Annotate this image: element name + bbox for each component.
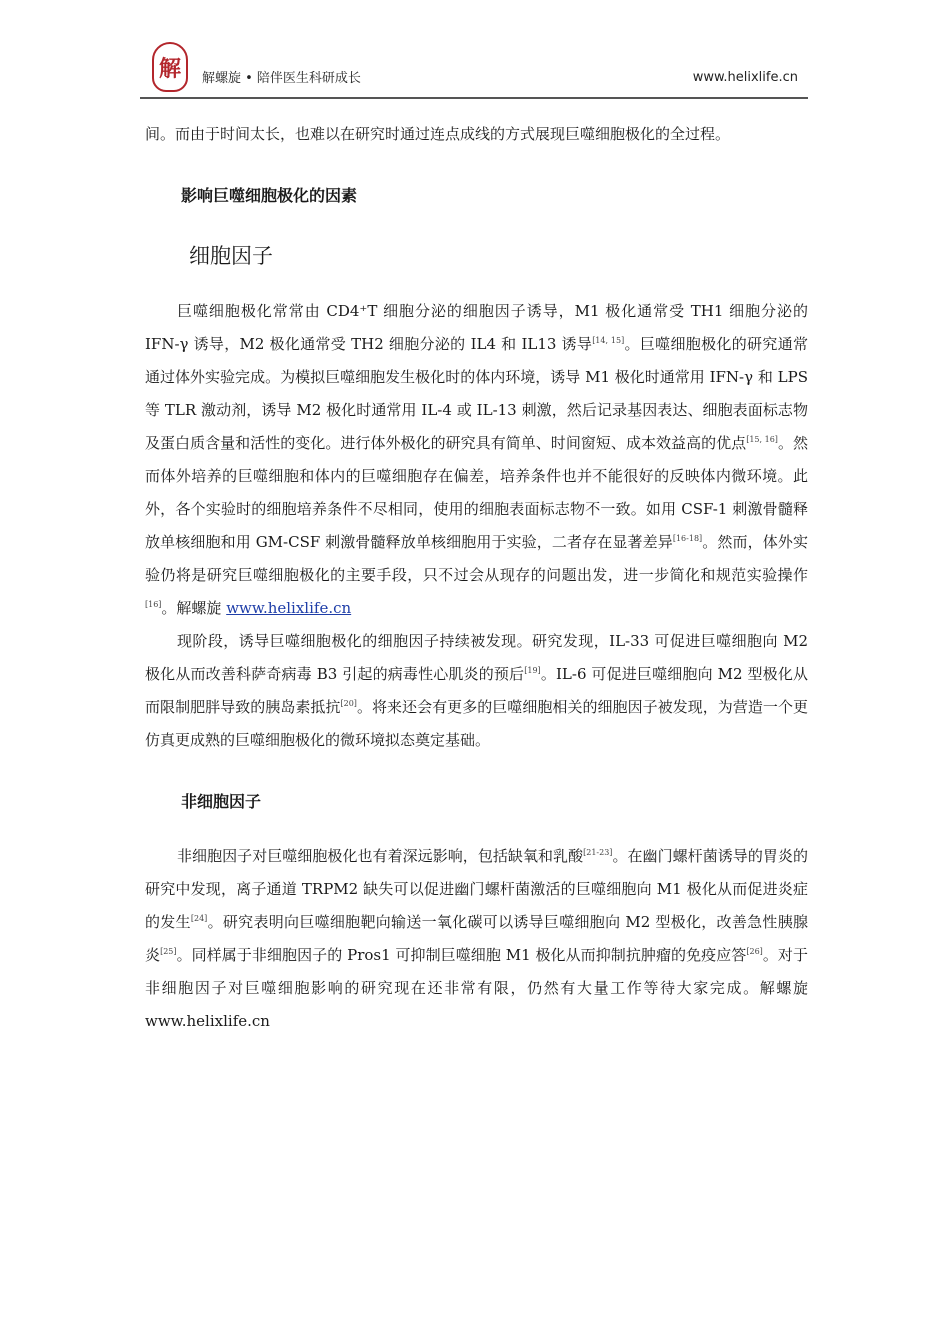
text-run: 。然而，体外实验仍将是研究巨噬细胞极化的主要手段，只不过会从现存的问题出发，进一步简化和规范实验操作 bbox=[145, 533, 808, 584]
text-run: 。在幽门螺杆菌诱导的胃炎的研究中发现，离子通道 TRPM2 缺失可以促进幽门螺杆菌激活的巨噬细胞向 M1 极化从而促进炎症的发生 bbox=[145, 847, 808, 931]
heading-non-cytokines: 非细胞因子 bbox=[181, 792, 262, 811]
text-run: 非细胞因子对巨噬细胞极化也有着深远影响，包括缺氧和乳酸 bbox=[177, 847, 584, 865]
header-divider bbox=[140, 97, 808, 99]
helixlife-logo bbox=[152, 42, 188, 92]
paragraph-cytokines-2 bbox=[145, 625, 808, 757]
text-run: 。然而体外培养的巨噬细胞和体内的巨噬细胞存在偏差，培养条件也并不能很好的反映体内微环境。此外，各个实验时的细胞培养条件不尽相同，使用的细胞表面标志物不一致。如用 CSF-1 刺激骨髓释放单核细胞和用 GM-CSF 刺激骨髓释放单核细胞用于实验，二者存在显著差异 bbox=[145, 434, 808, 551]
text-run: 巨噬细胞极化常常由 CD4⁺T 细胞分泌的细胞因子诱导，M1 极化通常受 TH1 细胞分泌的 IFN-γ 诱导，M2 极化通常受 TH2 细胞分泌的 IL4 和 IL13 诱导 bbox=[145, 302, 808, 353]
text-run: 现阶段，诱导巨噬细胞极化的细胞因子持续被发现。研究发现，IL-33 可促进巨噬细胞向 M2 极化从而改善科萨奇病毒 B3 引起的病毒性心肌炎的预后 bbox=[145, 632, 808, 683]
heading-influencing-factors: 影响巨噬细胞极化的因素 bbox=[181, 186, 358, 205]
page-header bbox=[140, 40, 808, 100]
citation: [16-18] bbox=[672, 534, 703, 543]
citation: [25] bbox=[160, 947, 177, 956]
text-run: 。研究表明向巨噬细胞靶向输送一氧化碳可以诱导巨噬细胞向 M2 型极化，改善急性胰腺炎 bbox=[145, 913, 808, 964]
citation: [19] bbox=[524, 666, 541, 675]
text-run: 。IL-6 可促进巨噬细胞向 M2 型极化从而限制肥胖导致的胰岛素抵抗 bbox=[145, 665, 808, 716]
text-run: 。对于非细胞因子对巨噬细胞影响的研究现在还非常有限，仍然有大量工作等待大家完成。解螺旋 www.helixlife.cn bbox=[145, 946, 808, 1030]
logo-glyph: 解 bbox=[158, 55, 181, 82]
citation: [15, 16] bbox=[746, 435, 778, 444]
citation: [24] bbox=[190, 914, 208, 923]
citation: [20] bbox=[340, 699, 357, 708]
header-slogan: 解螺旋 • 陪伴医生科研成长 bbox=[202, 71, 361, 86]
header-site-url: www.helixlife.cn bbox=[692, 70, 798, 85]
citation: [14, 15] bbox=[592, 336, 625, 345]
paragraph-continuation: 间。而由于时间太长，也难以在研究时通过连点成线的方式展现巨噬细胞极化的全过程。 bbox=[145, 125, 731, 143]
document-body bbox=[145, 118, 808, 1038]
citation: [21-23] bbox=[583, 848, 613, 857]
text-run: 。同样属于非细胞因子的 Pros1 可抑制巨噬细胞 M1 极化从而抑制抗肿瘤的免疫应答 bbox=[176, 946, 747, 964]
paragraph-cytokines-1 bbox=[145, 295, 808, 625]
paragraph-non-cytokines bbox=[145, 840, 808, 1038]
heading-cytokines: 细胞因子 bbox=[189, 244, 273, 268]
text-run: 。将来还会有更多的巨噬细胞相关的细胞因子被发现，为营造一个更仿真更成熟的巨噬细胞极化的微环境拟态奠定基础。 bbox=[145, 698, 808, 749]
text-run: 。解螺旋 bbox=[161, 599, 227, 617]
text-run: 。巨噬细胞极化的研究通常通过体外实验完成。为模拟巨噬细胞发生极化时的体内环境，诱导 M1 极化时通常用 IFN-γ 和 LPS 等 TLR 激动剂，诱导 M2 极化时通常用 IL-4 或 IL-13 刺激，然后记录基因表达、细胞表面标志物及蛋白质含量和活性的变化。进行体外极化的研究具有简单、时间窗短、成本效益高的优点 bbox=[145, 335, 809, 452]
citation: [16] bbox=[145, 600, 162, 609]
helixlife-link[interactable]: www.helixlife.cn bbox=[226, 599, 352, 617]
citation: [26] bbox=[746, 947, 763, 956]
